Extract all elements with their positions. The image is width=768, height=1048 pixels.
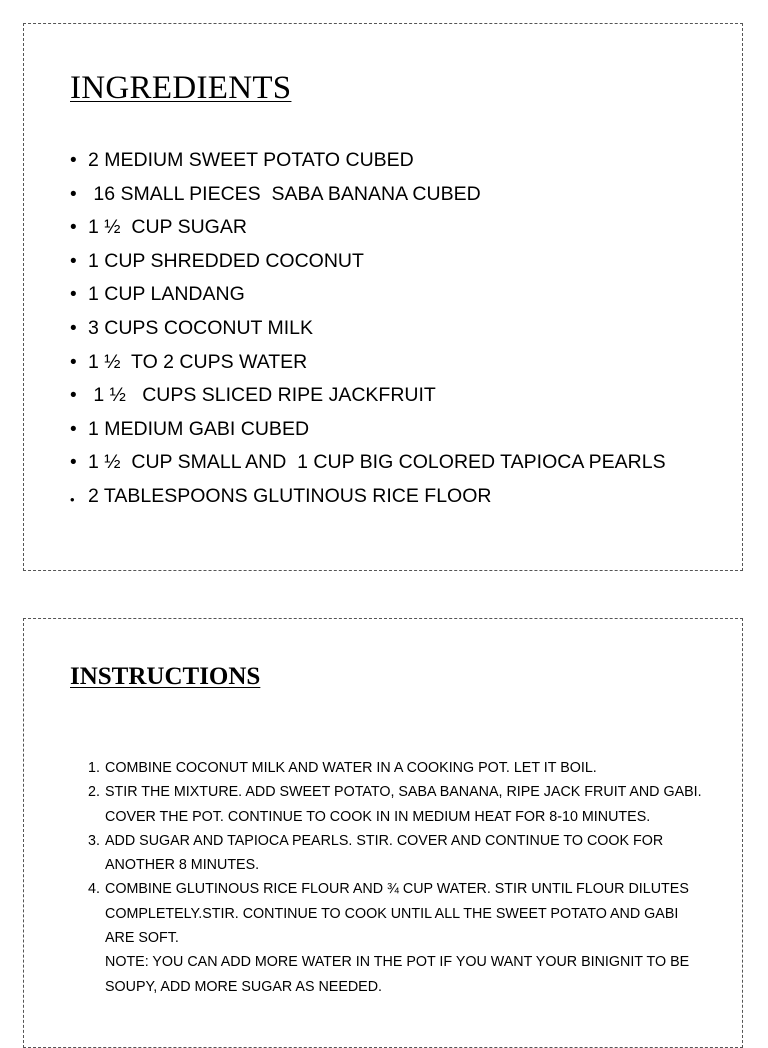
- bullet-icon: •: [70, 183, 77, 205]
- step-text: ADD SUGAR AND TAPIOCA PEARLS. STIR. COVER AND CONTINUE TO COOK FOR ANOTHER 8 MINUTES.: [105, 832, 664, 874]
- step-text: COMBINE COCONUT MILK AND WATER IN A COOKING POT. LET IT BOIL.: [105, 760, 597, 776]
- bullet-icon: •: [70, 284, 77, 306]
- instruction-step: [88, 756, 708, 780]
- bullet-icon: •: [70, 452, 77, 474]
- instruction-step: [88, 829, 708, 878]
- ingredient-text: 1 ½ CUP SMALL AND 1 CUP BIG COLORED TAPIOCA PEARLS: [88, 451, 666, 474]
- instruction-step: [88, 877, 708, 998]
- ingredient-item: [70, 346, 666, 380]
- ingredient-text: 1 CUP LANDANG: [88, 283, 245, 306]
- instructions-card: [23, 618, 743, 1048]
- instruction-step: [88, 780, 708, 829]
- step-text: COMBINE GLUTINOUS RICE FLOUR AND ¾ CUP WATER. STIR UNTIL FLOUR DILUTES COMPLETELY.STIR. CONTINUE TO COOK UNTIL ALL THE SWEET POTATO AND GABI ARE SOFT.: [105, 881, 689, 947]
- ingredient-list: [70, 144, 666, 514]
- step-note: NOTE: YOU CAN ADD MORE WATER IN THE POT IF YOU WANT YOUR BINIGNIT TO BE SOUPY, ADD MORE SUGAR AS NEEDED.: [105, 954, 690, 995]
- step-text: STIR THE MIXTURE. ADD SWEET POTATO, SABA BANANA, RIPE JACK FRUIT AND GABI. COVER THE POT. CONTINUE TO COOK IN IN MEDIUM HEAT FOR 8-10 MINUTES.: [105, 784, 702, 825]
- ingredient-text: 1 ½ TO 2 CUPS WATER: [88, 350, 308, 373]
- step-number: 3.: [88, 832, 100, 849]
- ingredient-item: [70, 446, 666, 480]
- ingredient-item: [70, 245, 666, 279]
- ingredient-item: [70, 144, 666, 178]
- step-number: 1.: [88, 760, 100, 776]
- ingredient-text: 16 SMALL PIECES SABA BANANA CUBED: [88, 182, 481, 205]
- ingredient-item: [70, 480, 666, 514]
- bullet-icon: •: [70, 491, 75, 507]
- ingredient-text: 2 MEDIUM SWEET POTATO CUBED: [88, 149, 414, 171]
- instructions-title: INSTRUCTIONS: [70, 663, 261, 690]
- bullet-icon: •: [70, 317, 77, 339]
- ingredient-item: [70, 178, 666, 212]
- ingredient-text: 3 CUPS COCONUT MILK: [88, 316, 314, 339]
- instruction-steps: [88, 756, 708, 999]
- ingredients-title: INGREDIENTS: [70, 70, 292, 106]
- ingredient-item: [70, 278, 666, 312]
- bullet-icon: •: [70, 150, 77, 171]
- ingredient-text: 1 ½ CUP SUGAR: [88, 216, 247, 239]
- step-number: 2.: [88, 784, 100, 801]
- bullet-icon: •: [70, 351, 77, 373]
- ingredient-text: 1 MEDIUM GABI CUBED: [88, 417, 310, 440]
- ingredient-text: 1 CUP SHREDDED COCONUT: [88, 249, 364, 272]
- ingredient-text: 1 ½ CUPS SLICED RIPE JACKFRUIT: [88, 384, 436, 407]
- ingredient-item: [70, 379, 666, 413]
- bullet-icon: •: [70, 217, 77, 239]
- ingredient-item: [70, 413, 666, 447]
- ingredient-item: [70, 312, 666, 346]
- bullet-icon: •: [70, 250, 77, 272]
- bullet-icon: •: [70, 418, 77, 440]
- bullet-icon: •: [70, 385, 77, 407]
- ingredient-item: [70, 211, 666, 245]
- ingredients-card: [23, 23, 743, 571]
- step-number: 4.: [88, 881, 100, 898]
- ingredient-text: 2 TABLESPOONS GLUTINOUS RICE FLOOR: [88, 484, 492, 507]
